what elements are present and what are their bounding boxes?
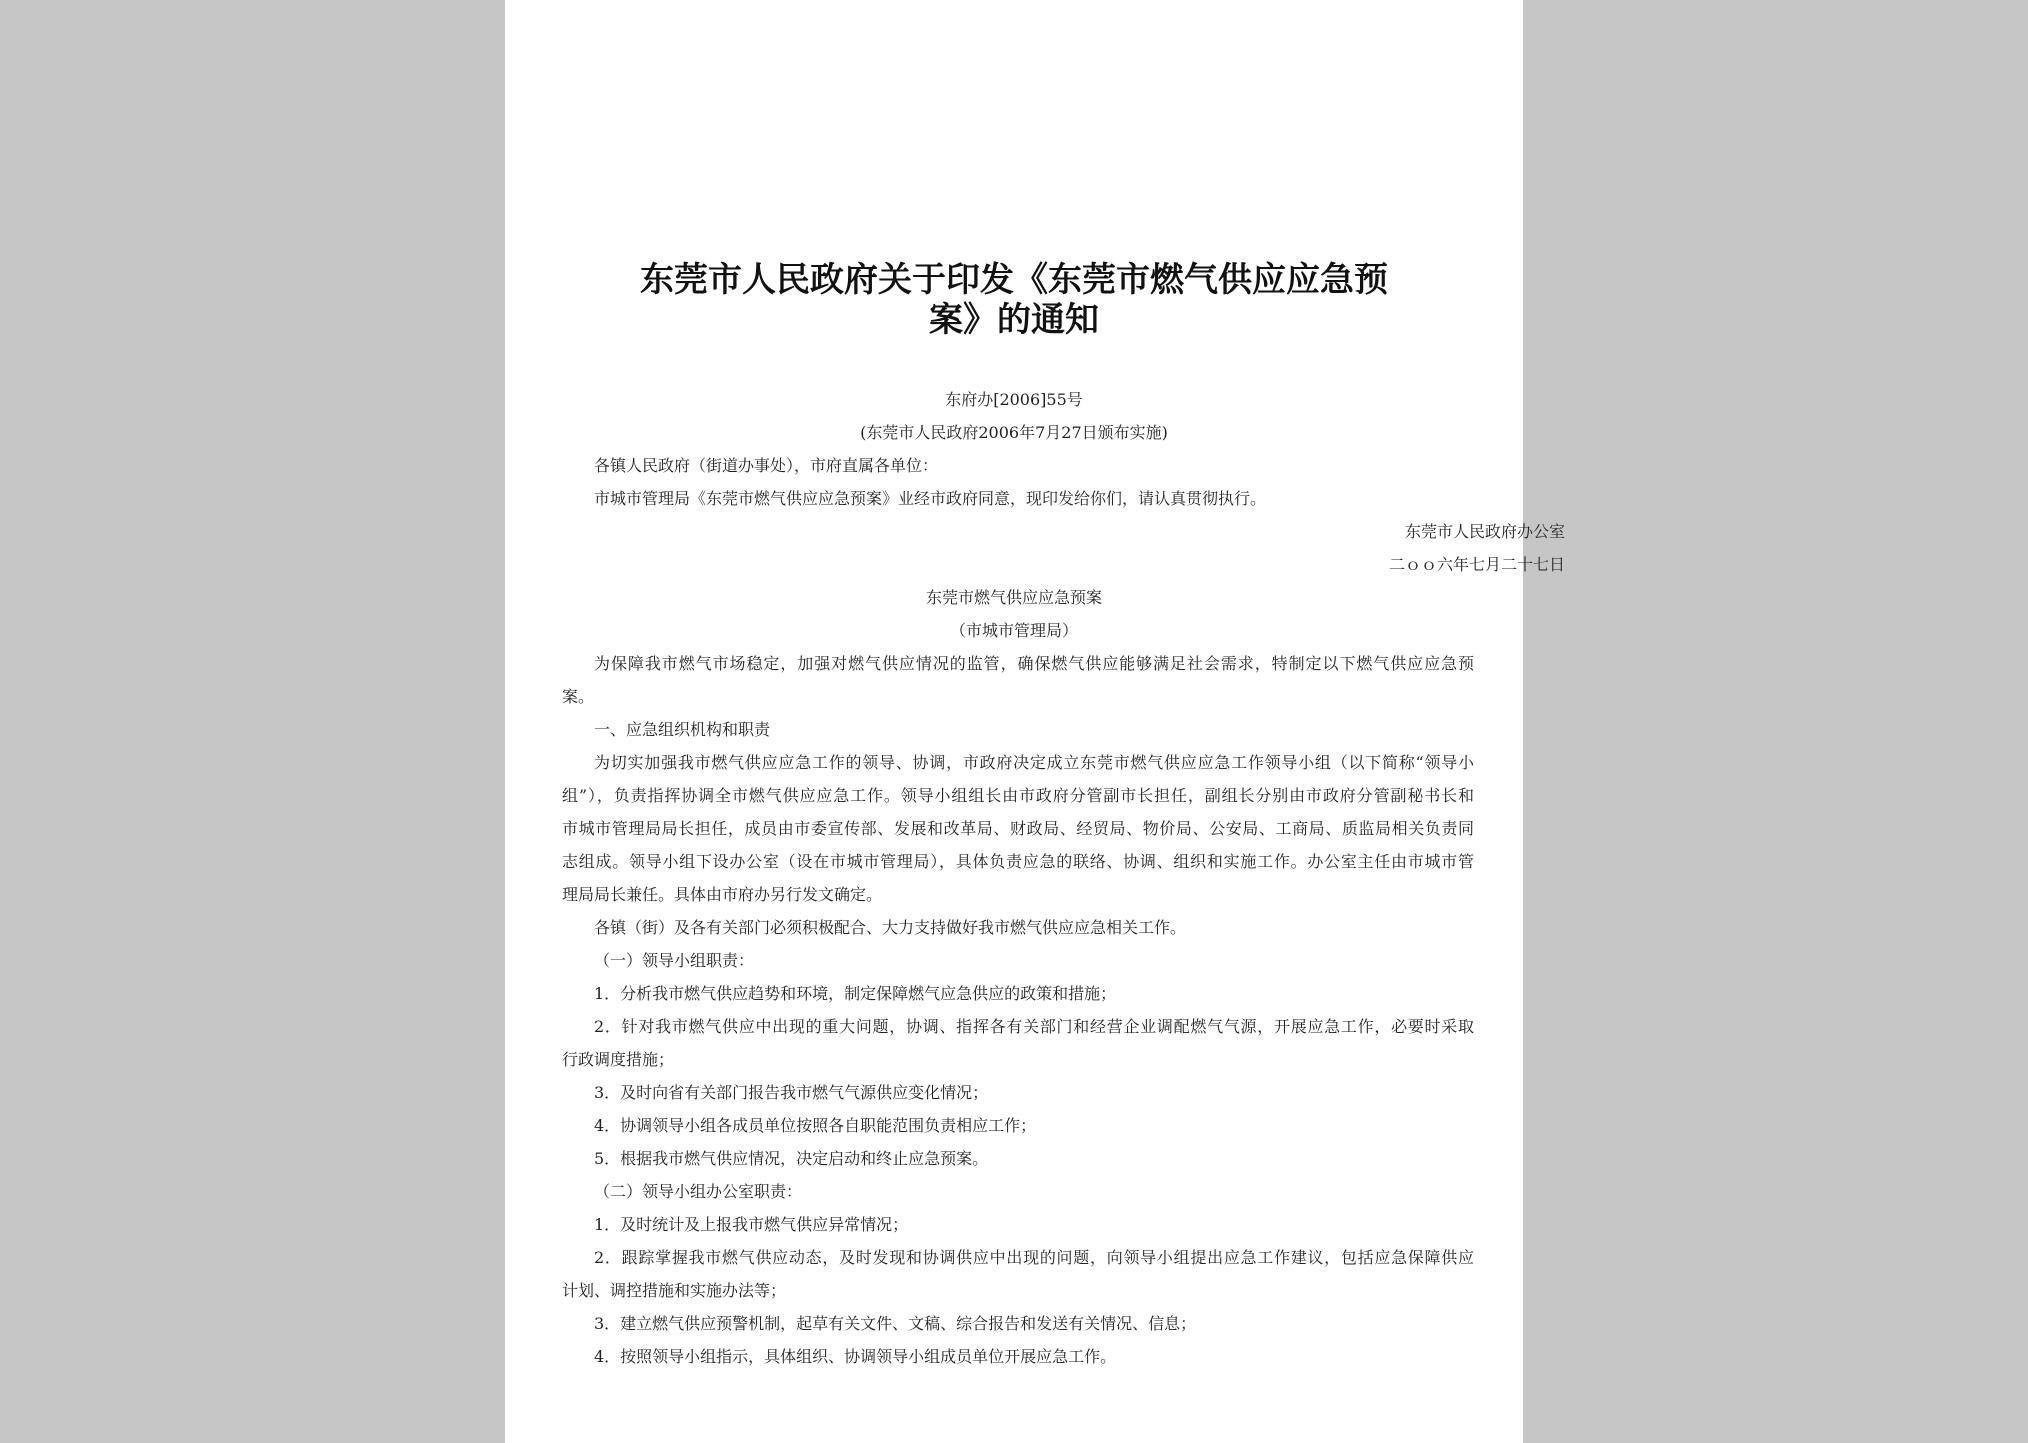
signature-date: 二ｏｏ六年七月二十七日	[1388, 555, 1565, 574]
plan-author: （市城市管理局）	[949, 621, 1078, 640]
plan-title: 东莞市燃气供应应急预案	[925, 588, 1102, 607]
paragraph-line: 为保障我市燃气市场稳定，加强对燃气供应情况的监管，确保燃气供应能够满足社会需求，特制定以下燃气供应应急预	[594, 654, 1474, 673]
list-item: 1．及时统计及上报我市燃气供应异常情况；	[594, 1215, 909, 1234]
subsection-heading: （二）领导小组办公室职责：	[594, 1182, 803, 1201]
intro-paragraph: 市城市管理局《东莞市燃气供应应急预案》业经市政府同意，现印发给你们，请认真贯彻执行。	[594, 489, 1267, 508]
list-item: 1．分析我市燃气供应趋势和环境，制定保障燃气应急供应的政策和措施；	[594, 984, 1117, 1003]
list-item: 4．按照领导小组指示，具体组织、协调领导小组成员单位开展应急工作。	[594, 1347, 1117, 1366]
section-heading: 一、应急组织机构和职责	[594, 720, 771, 739]
doc-number: 东府办[2006]55号	[945, 390, 1083, 409]
list-item: 3．及时向省有关部门报告我市燃气气源供应变化情况；	[594, 1083, 989, 1102]
list-item: 2．跟踪掌握我市燃气供应动态，及时发现和协调供应中出现的问题，向领导小组提出应急工作建议，包括应急保障供应	[594, 1248, 1474, 1267]
list-item: 2．针对我市燃气供应中出现的重大问题，协调、指挥各有关部门和经营企业调配燃气气源，开展应急工作，必要时采取	[594, 1017, 1474, 1036]
addressee: 各镇人民政府（街道办事处），市府直属各单位：	[594, 456, 939, 475]
signature-org: 东莞市人民政府办公室	[1404, 522, 1565, 541]
paragraph-line: 志组成。领导小组下设办公室（设在市城市管理局），具体负责应急的联络、协调、组织和实施工作。办公室主任由市城市管	[562, 852, 1474, 871]
paragraph-line: 各镇（街）及各有关部门必须积极配合、大力支持做好我市燃气供应应急相关工作。	[594, 918, 1187, 937]
subsection-heading: （一）领导小组职责：	[594, 951, 755, 970]
paragraph-line: 组”），负责指挥协调全市燃气供应应急工作。领导小组组长由市政府分管副市长担任，副组长分别由市政府分管副秘书长和	[562, 786, 1474, 805]
issue-note: (东莞市人民政府2006年7月27日颁布实施)	[860, 423, 1168, 442]
document-page	[505, 0, 1565, 1443]
paragraph-line: 案。	[562, 687, 595, 706]
title-line-2: 案》的通知	[929, 300, 1099, 340]
list-item-continuation: 行政调度措施；	[562, 1050, 675, 1069]
list-item-continuation: 计划、调控措施和实施办法等；	[562, 1281, 787, 1300]
list-item: 5．根据我市燃气供应情况，决定启动和终止应急预案。	[594, 1149, 989, 1168]
paragraph-line: 理局局长兼任。具体由市府办另行发文确定。	[562, 885, 883, 904]
list-item: 4．协调领导小组各成员单位按照各自职能范围负责相应工作；	[594, 1116, 1037, 1135]
paragraph-line: 市城市管理局局长担任，成员由市委宣传部、发展和改革局、财政局、经贸局、物价局、公安局、工商局、质监局相关负责同	[562, 819, 1474, 838]
title-line-1: 东莞市人民政府关于印发《东莞市燃气供应应急预	[640, 260, 1388, 300]
list-item: 3．建立燃气供应预警机制，起草有关文件、文稿、综合报告和发送有关情况、信息；	[594, 1314, 1197, 1333]
paragraph-line: 为切实加强我市燃气供应应急工作的领导、协调，市政府决定成立东莞市燃气供应应急工作领导小组（以下简称“领导小	[594, 753, 1474, 772]
document-title	[565, 260, 1463, 340]
